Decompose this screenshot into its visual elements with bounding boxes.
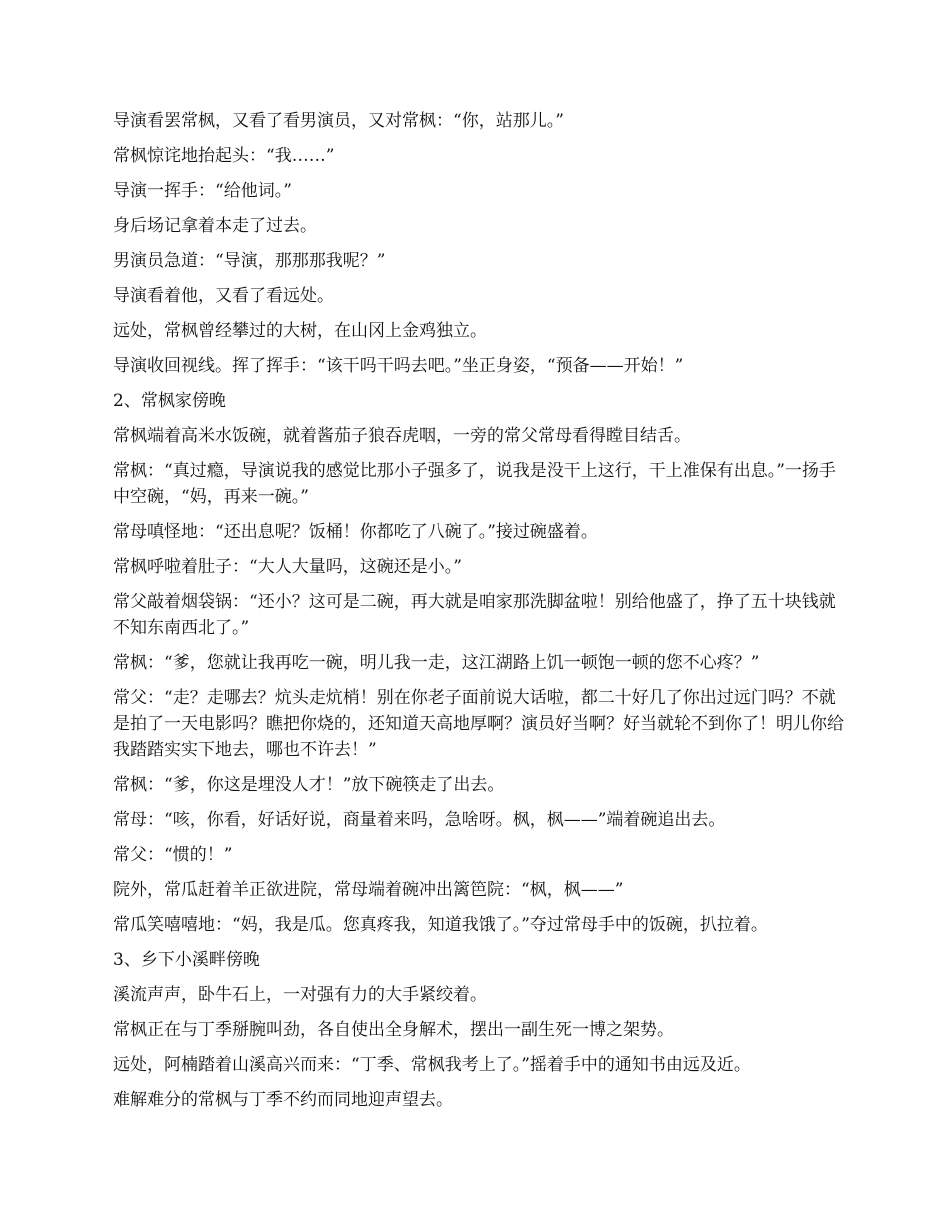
paragraph-mother-follows: 常母：“咳，你看，好话好说，商量着来吗，急啥呀。枫，枫——”端着碗追出去。 xyxy=(113,810,726,830)
paragraph-changfeng-leaves: 常枫：“爹，你这是埋没人才！”放下碗筷走了出去。 xyxy=(113,775,505,795)
paragraph-changfeng-belly: 常枫呼啦着肚子：“大人大量吗，这碗还是小。” xyxy=(113,557,462,577)
paragraph-father-spoiled: 常父：“惯的！” xyxy=(113,845,233,865)
paragraph-changfeng-pleads: 常枫：“爹，您就让我再吃一碗，明儿我一走，这江湖路上饥一顿饱一顿的您不心疼？” xyxy=(113,653,760,673)
paragraph-director-looks: 导演看着他，又看了看远处。 xyxy=(113,286,334,306)
paragraph-mother-scolds: 常母嗔怪地：“还出息呢？饭桶！你都吃了八碗了。”接过碗盛着。 xyxy=(113,522,598,542)
scene-heading-3: 3、乡下小溪畔傍晚 xyxy=(113,950,260,970)
scene-heading-2: 2、常枫家傍晚 xyxy=(113,391,226,411)
paragraph-eating: 常枫端着高米水饭碗，就着酱茄子狼吞虎咽，一旁的常父常母看得瞠目结舌。 xyxy=(113,426,691,446)
paragraph-father-lecture: 常父：“走？走哪去？炕头走炕梢！别在你老子面前说大话啦，都二十好几了你出过远门吗？不就是拍了一天电影吗？瞧把你烧的，还知道天高地厚啊？演员好当啊？好当就轮不到你了！明儿你给我踏踏实实下地去，哪也不许去！” xyxy=(113,688,844,760)
paragraph-arm-wrestling: 常枫正在与丁季掰腕叫劲，各自使出全身解术，摆出一副生死一博之架势。 xyxy=(113,1020,674,1040)
paragraph-director-assigns: 导演看罢常枫，又看了看男演员，又对常枫：“你，站那儿。” xyxy=(113,111,564,131)
paragraph-director-wave: 导演一挥手：“给他词。” xyxy=(113,181,292,201)
paragraph-anan-arrives: 远处，阿楠踏着山溪高兴而来：“丁季、常枫我考上了。”摇着手中的通知书由远及近。 xyxy=(113,1055,751,1075)
paragraph-stream: 溪流声声，卧牛石上，一对强有力的大手紧绞着。 xyxy=(113,985,487,1005)
paragraph-look-up: 难解难分的常枫与丁季不约而同地迎声望去。 xyxy=(113,1090,453,1110)
paragraph-yard: 院外，常瓜赶着羊正欲进院，常母端着碗冲出篱笆院：“枫，枫——” xyxy=(113,880,624,900)
paragraph-changgua: 常瓜笑嘻嘻地：“妈，我是瓜。您真疼我，知道我饿了。”夺过常母手中的饭碗，扒拉着。 xyxy=(113,915,768,935)
paragraph-script-supervisor: 身后场记拿着本走了过去。 xyxy=(113,216,317,236)
paragraph-changfeng-boasts: 常枫：“真过瘾，导演说我的感觉比那小子强多了，说我是没干上这行，干上准保有出息。”一扬手中空碗，“妈，再来一碗。” xyxy=(113,461,836,507)
paragraph-distant-tree: 远处，常枫曾经攀过的大树，在山冈上金鸡独立。 xyxy=(113,321,487,341)
document-page xyxy=(113,108,848,1122)
paragraph-actor-asks: 男演员急道：“导演，那那那我呢？” xyxy=(113,251,386,271)
paragraph-father-pipe: 常父敲着烟袋锅：“还小？这可是二碗，再大就是咱家那洗脚盆啦！别给他盛了，挣了五十块钱就不知东南西北了。” xyxy=(113,592,836,638)
paragraph-action: 导演收回视线。挥了挥手：“该干吗干吗去吧。”坐正身姿，“预备——开始！” xyxy=(113,356,684,376)
paragraph-changfeng-surprised: 常枫惊诧地抬起头：“我……” xyxy=(113,146,335,166)
